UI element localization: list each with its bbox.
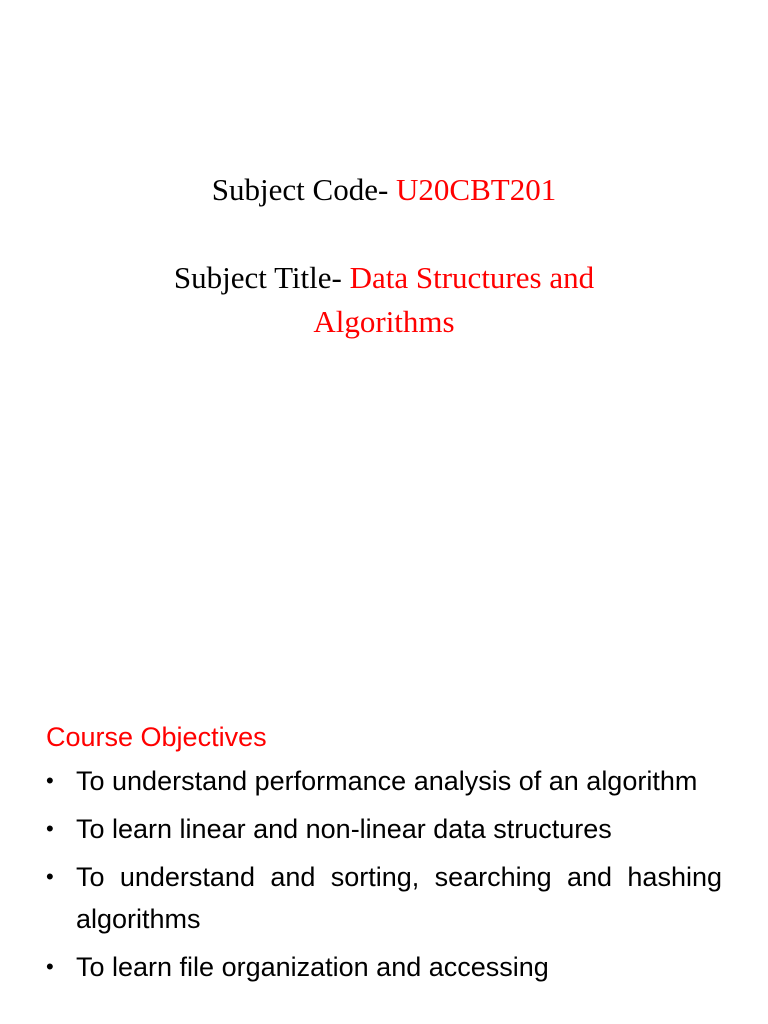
- subject-title-line: [0, 256, 768, 344]
- subject-title-label: Subject Title-: [173, 260, 350, 295]
- subject-code-label: Subject Code-: [211, 172, 397, 207]
- subject-code-line: [0, 168, 768, 212]
- bullet-icon: •: [46, 816, 54, 841]
- bullet-icon: •: [46, 768, 54, 793]
- course-objectives-list: [46, 760, 722, 988]
- objective-item: [46, 946, 722, 988]
- objective-item: [46, 808, 722, 850]
- bullet-icon: •: [46, 954, 54, 979]
- objective-text: To learn linear and non-linear data structures: [76, 814, 612, 844]
- objective-text: To understand and sorting, searching and hashing algorithms: [76, 862, 722, 934]
- objective-item: [46, 856, 722, 940]
- subject-title-value: Data Structures and Algorithms: [313, 260, 595, 339]
- objective-text: To understand performance analysis of an algorithm: [76, 766, 698, 796]
- subject-code-value: U20CBT201: [396, 172, 557, 207]
- course-objectives: [46, 714, 722, 994]
- bullet-icon: •: [46, 864, 54, 889]
- objective-text: To learn file organization and accessing: [76, 952, 549, 982]
- course-objectives-heading: Course Objectives: [46, 722, 267, 752]
- objective-item: [46, 760, 722, 802]
